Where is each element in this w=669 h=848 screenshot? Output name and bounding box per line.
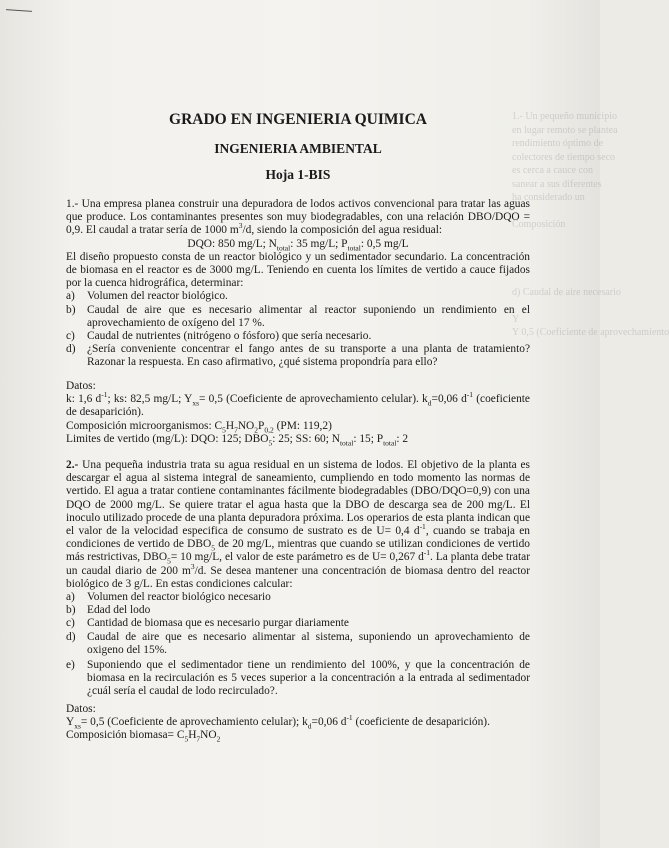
problem-2 <box>66 459 530 699</box>
problem-1-intro: 1.- Una empresa planea construir una depuradora de lodos activos convencional para tratar las aguas que produce. Los contaminantes presentes son muy biodegradables, con una relación DBO/DQO = 0,9. El caudal a tratar sería de 1000 $m^3/d$, siendo la composición del agua residual: <box>66 198 530 237</box>
problem-1-item: c) Caudal de nutrientes (nitrógeno o fósforo) que sería necesario. <box>66 330 372 343</box>
datos-label: Datos: <box>66 380 96 392</box>
problem-1-composition: DQO: 850 mg/L; $N_{total}$: 35 mg/L; $P_{total}$: 0,5 mg/L <box>187 237 409 252</box>
discharge-limits: Limites de vertido (mg/L): DQO: 125; $DBO_5$: 25; SS: 60; $N_{total}$: 15; $P_{total}$: 2 <box>66 432 409 448</box>
problem-1-design: El diseño propuesto consta de un reactor biológico y un sedimentador secundario. La concentración de biomasa en el reactor es de 3000 mg/L. Teniendo en cuenta los límites de vertido a cauce fijados por la cuenca hidrográfica, determinar: <box>66 250 530 290</box>
kinetic-data: $Y_{xs}= 0,5$ (Coeficiente de aprovechamiento celular); $k_d=0,06$ $d^{-1}$ (coeficiente de desaparición). <box>66 713 490 731</box>
problem-2-item: a) Volumen del reactor biológico necesario <box>66 591 271 604</box>
page-title: GRADO EN INGENIERIA QUIMICA <box>169 111 427 128</box>
problem-2-data <box>66 703 530 743</box>
problem-2-intro: 2.- Una pequeña industria trata su agua residual en un sistema de lodos. El objetivo de la planta es descargar el agua al sistema integral de saneamiento, cumpliendo en todo momento las normas de vertido. El agua a tratar contiene contaminantes fácilmente biodegradables (DBO/DQO=0,9) con una DQO de 2000 mg/L. Se quiere tratar el agua hasta que la DBO de descarga sea de 200 mg/L. El inoculo utilizado procede de una planta depuradora próxima. Los operarios de esta planta indican que el valor de la velocidad especifica de consumo de sustrato es de U= 0,4 $d^{-1}$, cuando se trabaja en condiciones de vertido de $DBO_5$ de 20 mg/L, mientras que cuando se utilizan condiciones de vertido más restrictivas, $DBO_5= 10$ mg/L, el valor de este parámetro es de U= 0,267 $d^{-1}$. La planta debe tratar un caudal diario de 200 $m^3/d$. Se desea mantener una concentración de biomasa dentro del reactor biológico de 3 g/L. En estas condiciones calcular: <box>66 459 530 590</box>
microorganism-composition: Composición microorganismos: $C_5H_7NO_2P_{0,2}$ (PM: 119,2) <box>66 419 332 434</box>
problem-2-item: c) Cantidad de biomasa que es necesario purgar diariamente <box>66 617 349 630</box>
bleed-through-text: 1.- Un pequeño municipio en lugar remoto se plantea rendimiento óptimo de colectores de tiempo seco es cerca a cauce con sanear a sus diferentes ha considerado un Composición d) Caudal de aire necesario Y Y 0,5 (Coeficiente de aprovechamiento <box>512 111 669 338</box>
problem-1-data <box>66 380 530 446</box>
problem-2-item: e) Suponiendo que el sedimentador tiene un rendimiento del 100%, y que la concentración de biomasa en la recirculación es 5 veces superior a la concentración a la entrada al sedimentador ¿cuál sería el caudal de lodo recirculado?. <box>66 659 530 698</box>
problem-1-item: a) Volumen del reactor biológico. <box>66 290 228 303</box>
problem-1 <box>66 198 530 370</box>
course-subtitle: INGENIERIA AMBIENTAL <box>214 141 382 156</box>
sheet-label: Hoja 1-BIS <box>265 167 331 182</box>
problem-1-item: b) Caudal de aire que es necesario alimentar al reactor suponiendo un rendimiento en el aprovechamiento de oxígeno del 17 %. <box>66 303 530 329</box>
biomass-composition: Composición biomasa= $C_5H_7NO_2$ <box>66 729 221 744</box>
problem-1-item: d) ¿Sería conveniente concentrar el fango antes de su transporte a una planta de tratamiento? Razonar la respuesta. En caso afirmativo, ¿qué sistema propondría para ello? <box>66 343 530 369</box>
kinetic-data: k: 1,6 $d^{-1}$; ks: 82,5 mg/L; $Y_{xs}= 0,5$ (Coeficiente de aprovechamiento celular). $k_d=0,06$ $d^{-1}$ (coeficiente de desaparición). <box>66 390 530 419</box>
problem-2-item: d) Caudal de aire que es necesario alimentar al sistema, suponiendo un aprovechamiento de oxigeno del 15%. <box>66 630 530 656</box>
datos-label: Datos: <box>66 703 96 715</box>
pen-mark <box>6 9 32 12</box>
problem-2-item: b) Edad del lodo <box>66 604 151 617</box>
